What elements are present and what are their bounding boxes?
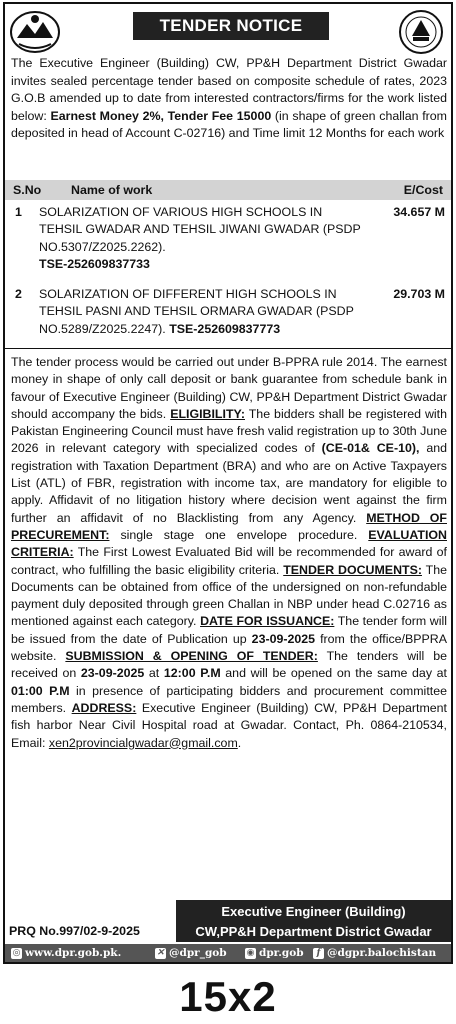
col-cost: E/Cost <box>403 183 443 197</box>
balochistan-emblem-icon <box>9 8 61 56</box>
address-heading: ADDRESS: <box>71 700 137 715</box>
globe-icon: ◎ <box>12 947 21 958</box>
instagram-icon: ◉ <box>246 947 255 958</box>
social-bar <box>5 944 451 962</box>
website-link[interactable]: ◎ www.dpr.gob.pk. <box>12 947 122 959</box>
col-name: Name of work <box>71 183 153 197</box>
evaluation-heading: EVALUATION CRITERIA: <box>11 527 447 560</box>
estimated-cost: 34.657 M <box>393 205 445 219</box>
instagram-link[interactable]: ◉ dpr.gob <box>246 947 304 959</box>
estimated-cost: 29.703 M <box>393 287 445 301</box>
documents-heading: TENDER DOCUMENTS: <box>283 562 422 577</box>
tender-notice: TENDER NOTICE The Executive Engineer (Building) CW, PP&H Department District Gwadar invites sealed percentage tender based on composite schedule of rates, 2023 G.O.B amended up to date from interested contractors/firms for the work listed below: Earnest Money 2%, Tender Fee 15000 (in shape of green challan from deposited in head of Account C-02716) and Time limit 12 Months for each work S.No Name of work E/Cost 1 SOLARIZATION OF VARIOUS HIGH SCHOOLS IN TEHSIL GWADAR AND TEHSIL JIWANI GWADAR (PSDP NO.5307/Z2025.2262). TSE-252609837733 34.657 M 2 SOLARIZATION OF DIFFERENT HIGH SCHOOLS IN TEHSIL PASNI AND TEHSIL ORMARA GWADAR (PSDP NO.5289/Z2025.2247). TSE-252609837773 29.703 M The tender process would be carried out under B-PPRA rule 2014. The earnest money in shape of only call deposit or bank guarantee from schedule bank in favour of Executive Engineer (Building) CW, PP&H Department District Gwadar should accompany the bids. ELIGIBILITY: The bidders shall be registered with Pakistan Engineering Council must have fresh valid registration up to 30th June 2026 in relevant category with specialized codes of (CE-01& CE-10), and registration with Taxation Department (BRA) and who are on Active Taxpayers List (ATL) of FBR, registration with income tax, are mandatory for eligible to apply. Affidavit of no litigation history where decision went against the firm further an affidavit of no Blacklisting from any Agency. METHOD OF PRECUREMENT: single stage one envelope procedure. EVALUATION CRITERIA: The First Lowest Evaluated Bid will be recommended for award of contract, who fulfilling the basic eligibility criteria. TENDER DOCUMENTS: The Documents can be obtained from office of the undersigned on non-refundable payment duly deposited through green Challan in NBP under head C.02716 as mentioned against each category. DATE FOR ISSUANCE: The tender form will be issued from the date of Publication up 23-09-2025 from the office/BPPRA website. SUBMISSION & OPENING OF TENDER: The tenders will be received on 23-09-2025 at 12:00 P.M and will be opened on the same day at 01:00 P.M in presence of participating bidders and procurement committee members. ADDRESS: Executive Engineer (Building) CW, PP&H Department fish harbor Near Civil Hospital road at Gwadar. Contact, Ph. 0864-210534, Email: xen2provincialgwadar@gmail.com. Executive Engineer (Building) CW,PP&H Department District Gwadar PRQ No.997/02-9-2025 ◎ www.dpr.gob.pk. ✕ @dpr_gob ◉ dpr.gob f @dgpr.balochistan <box>3 2 453 964</box>
department-seal-icon <box>395 8 447 56</box>
notice-title: TENDER NOTICE <box>133 12 329 40</box>
ad-size-label: 15x2 <box>179 973 277 1020</box>
twitter-link[interactable]: ✕ @dpr_gob <box>156 947 227 959</box>
procurement-heading: METHOD OF PRECUREMENT: <box>11 510 447 542</box>
terms-paragraph: The tender process would be carried out under B-PPRA rule 2014. The earnest money in shape of only call deposit or bank guarantee from schedule bank in favour of Executive Engineer (Building) CW, PP&H Department District Gwadar should accompany the bids. ELIGIBILITY: The bidders shall be registered with Pakistan Engineering Council must have fresh valid registration up to 30th June 2026 in relevant category with specialized codes of (CE-01& CE-10), and registration with Taxation Department (BRA) and who are on Active Taxpayers List (ATL) of FBR, registration with income tax, are mandatory for eligible to apply. Affidavit of no litigation history where decision went against the firm further an affidavit of no Blacklisting from any Agency. METHOD OF PRECUREMENT: single stage one envelope procedure. EVALUATION CRITERIA: The First Lowest Evaluated Bid will be recommended for award of contract, who fulfilling the basic eligibility criteria. TENDER DOCUMENTS: The Documents can be obtained from office of the undersigned on non-refundable payment duly deposited through green Challan in NBP under head C.02716 as mentioned against each category. DATE FOR ISSUANCE: The tender form will be issued from the date of Publication up 23-09-2025 from the office/BPPRA website. SUBMISSION & OPENING OF TENDER: The tenders will be received on 23-09-2025 at 12:00 P.M and will be opened on the same day at 01:00 P.M in presence of participating bidders and procurement committee members. ADDRESS: Executive Engineer (Building) CW, PP&H Department fish harbor Near Civil Hospital road at Gwadar. Contact, Ph. 0864-210534, Email: xen2provincialgwadar@gmail.com. <box>11 355 448 750</box>
table-divider <box>5 348 451 349</box>
email-link[interactable]: xen2provincialgwadar@gmail.com <box>48 735 238 750</box>
submission-heading: SUBMISSION & OPENING OF TENDER: <box>65 649 318 664</box>
intro-paragraph: The Executive Engineer (Building) CW, PP&H Department District Gwadar invites sealed percentage tender based on composite schedule of rates, 2023 G.O.B amended up to date from interested contractors/firms for the work listed below: Earnest Money 2%, Tender Fee 15000 (in shape of green challan from deposited in head of Account C-02716) and Time limit 12 Months for each work <box>11 56 447 141</box>
prq-number: PRQ No.997/02-9-2025 <box>9 924 140 938</box>
work-name: SOLARIZATION OF VARIOUS HIGH SCHOOLS IN TEHSIL GWADAR AND TEHSIL JIWANI GWADAR (PSDP NO.5307/Z2025.2262). <box>39 205 361 254</box>
twitter-icon: ✕ <box>156 947 165 958</box>
col-sno: S.No <box>13 183 42 197</box>
table-header <box>5 180 451 200</box>
facebook-link[interactable]: f @dgpr.balochistan <box>313 944 436 962</box>
eligibility-heading: ELIGIBILITY: <box>170 406 245 421</box>
signature-block: Executive Engineer (Building) CW,PP&H Department District Gwadar <box>176 900 451 942</box>
issuance-heading: DATE FOR ISSUANCE: <box>200 614 335 629</box>
tse-number: TSE-252609837733 <box>39 257 150 272</box>
tse-number: TSE-252609837773 <box>169 321 281 336</box>
facebook-icon: f <box>313 948 324 959</box>
work-name: SOLARIZATION OF DIFFERENT HIGH SCHOOLS IN TEHSIL PASNI AND TEHSIL ORMARA GWADAR (PSDP NO.5289/Z2025.2247). <box>39 287 354 336</box>
